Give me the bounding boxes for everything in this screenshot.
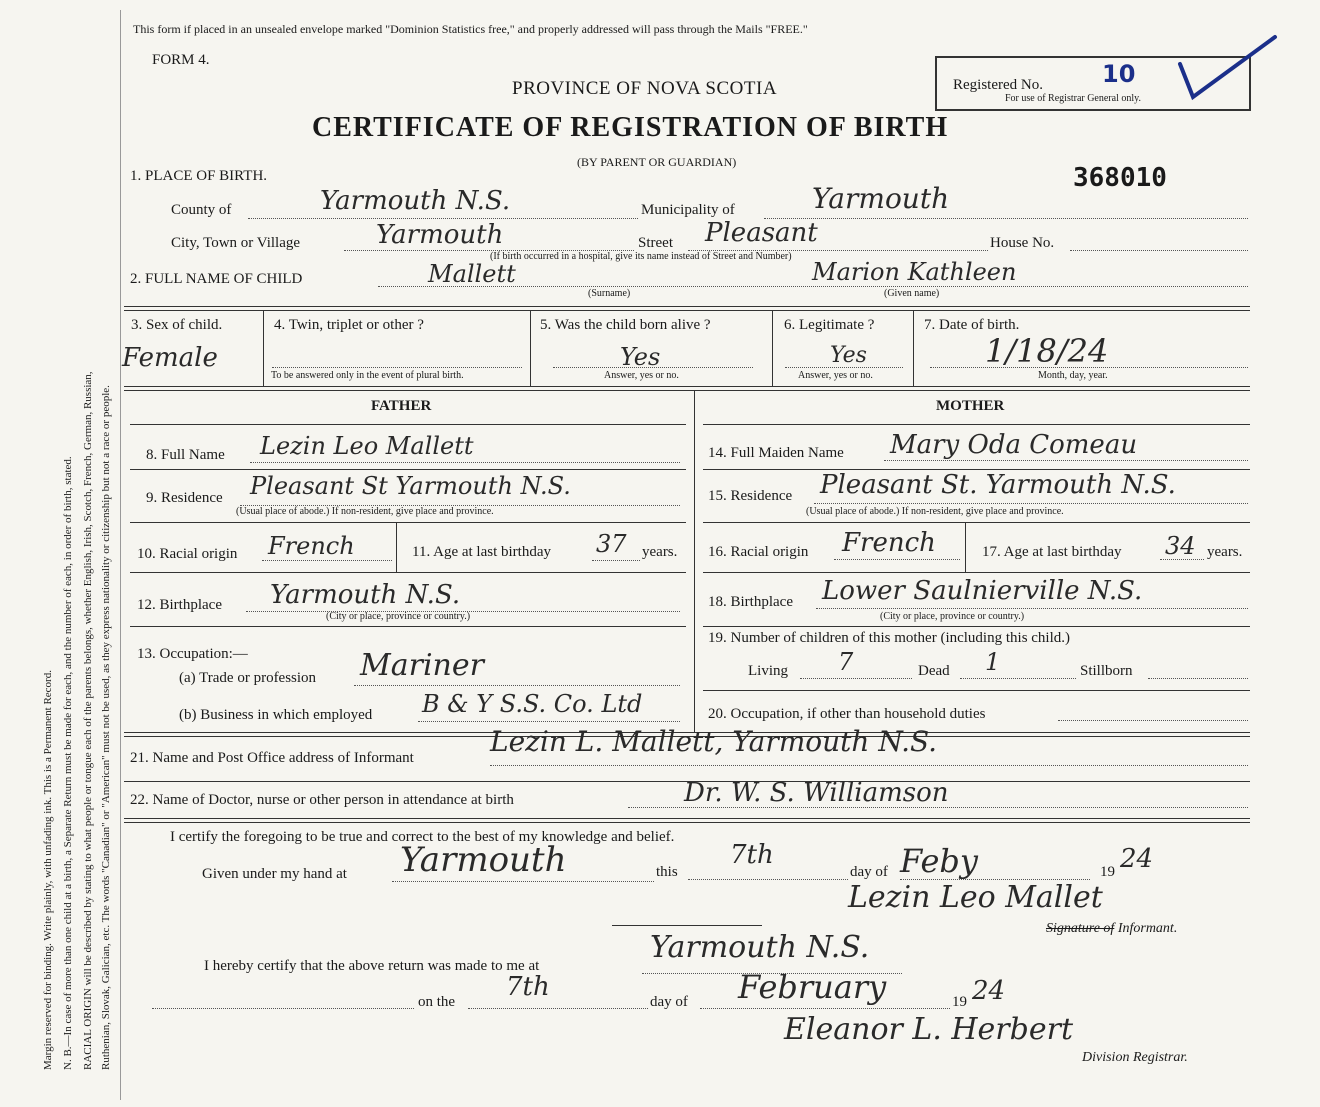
mother-occupation-label: 20. Occupation, if other than household duties [708, 706, 986, 722]
form-number: FORM 4. [152, 52, 210, 68]
registered-label: Registered No. [953, 77, 1043, 93]
registered-value: 10 [1102, 60, 1136, 88]
father-name-label: 8. Full Name [146, 447, 225, 463]
county-value: Yarmouth N.S. [320, 186, 511, 216]
certificate-subtitle: (BY PARENT OR GUARDIAN) [577, 155, 737, 169]
dob-label: 7. Date of birth. [924, 317, 1020, 333]
city-value: Yarmouth [376, 220, 504, 250]
signature-of-struck: Signature of [1046, 921, 1115, 936]
mother-residence-value: Pleasant St. Yarmouth N.S. [820, 470, 1176, 500]
stillborn-label: Stillborn [1080, 663, 1133, 679]
father-heading: FATHER [371, 398, 432, 414]
street-label: Street [638, 235, 673, 251]
mother-birthplace-value: Lower Saulnierville N.S. [822, 576, 1143, 606]
street-value: Pleasant [705, 218, 818, 248]
province-heading: PROVINCE OF NOVA SCOTIA [512, 78, 778, 99]
county-label: County of [171, 202, 232, 218]
father-age-unit: years. [642, 544, 678, 560]
child-surname-value: Mallett [428, 260, 516, 288]
legitimate-label: 6. Legitimate ? [784, 317, 875, 333]
margin-notes [20, 10, 120, 1100]
registrar-day-value: 7th [506, 972, 550, 1002]
this-label: this [656, 864, 678, 880]
given-under-label: Given under my hand at [202, 866, 347, 882]
free-postage-notice: This form if placed in an unsealed envelope marked "Dominion Statistics free," and properly addressed will pass through the Mails "FREE." [133, 22, 808, 36]
mother-heading: MOTHER [936, 398, 1005, 414]
registrar-signature: Eleanor L. Herbert [784, 1012, 1073, 1047]
father-residence-note: (Usual place of abode.) If non-resident, give place and province. [236, 506, 494, 517]
sex-value: Female [122, 343, 218, 373]
father-age-value: 37 [596, 530, 627, 558]
dob-value: 1/18/24 [985, 332, 1109, 370]
father-residence-label: 9. Residence [146, 490, 223, 506]
certify-statement: I certify the foregoing to be true and correct to the best of my knowledge and belief. [170, 829, 675, 845]
margin-note-3: RACIAL ORIGIN will be described by stating to what people or tongue each of the parents belongs, whether English, Irish, Scotch, French, German, Russian, [82, 371, 94, 1070]
margin-note-1: Margin reserved for binding. Write plainly, with unfading ink. This is a Permanent Record. [42, 670, 54, 1070]
mother-age-unit: years. [1207, 544, 1243, 560]
certificate-title: CERTIFICATE OF REGISTRATION OF BIRTH [312, 112, 949, 143]
twin-label: 4. Twin, triplet or other ? [274, 317, 424, 333]
day-of-label: day of [850, 864, 888, 880]
dob-note: Month, day, year. [1038, 370, 1108, 381]
father-birthplace-note: (City or place, province or country.) [326, 611, 471, 622]
margin-note-4: Ruthenian, Slovak, Galician, etc. The words "Canadian" or "American" must not be used, as they express nationality or citizenship but not a race or people. [100, 385, 112, 1070]
municipality-value: Yarmouth [812, 182, 950, 215]
living-value: 7 [838, 648, 854, 676]
registrar-year-prefix: 19 [952, 994, 967, 1010]
mother-name-value: Mary Oda Comeau [890, 430, 1138, 460]
mother-age-label: 17. Age at last birthday [982, 544, 1122, 560]
mother-age-value: 34 [1165, 532, 1196, 560]
business-value: B & Y S.S. Co. Ltd [422, 690, 643, 718]
legitimate-note: Answer, yes or no. [798, 370, 873, 381]
business-label: (b) Business in which employed [179, 707, 373, 723]
hospital-note: (If birth occurred in a hospital, give its name instead of Street and Number) [490, 251, 792, 262]
children-count-label: 19. Number of children of this mother (including this child.) [708, 630, 1071, 646]
sex-label: 3. Sex of child. [131, 317, 223, 333]
dead-label: Dead [918, 663, 950, 679]
signature-of-informant-label [1046, 921, 1177, 937]
mother-name-label: 14. Full Maiden Name [708, 445, 844, 461]
registrar-statement: I hereby certify that the above return was made to me at [204, 958, 540, 974]
margin-note-2: N. B.—In case of more than one child at a birth, a Separate Return must be made for each, and the number of each, in order of birth, stated. [62, 456, 74, 1070]
registrar-month-value: February [738, 968, 887, 1006]
father-residence-value: Pleasant St Yarmouth N.S. [250, 472, 571, 500]
mother-birthplace-note: (City or place, province or country.) [880, 611, 1025, 622]
alive-note: Answer, yes or no. [604, 370, 679, 381]
alive-label: 5. Was the child born alive ? [540, 317, 711, 333]
informant-value: Lezin L. Mallett, Yarmouth N.S. [490, 725, 938, 758]
given-day-value: 7th [730, 840, 774, 870]
father-race-value: French [268, 532, 355, 560]
doctor-label: 22. Name of Doctor, nurse or other person in attendance at birth [130, 792, 514, 808]
given-month-value: Feby [900, 842, 978, 880]
registrar-general-note: For use of Registrar General only. [1005, 93, 1141, 104]
house-number-label: House No. [990, 235, 1055, 251]
checkmark-icon [1175, 32, 1285, 107]
trade-value: Mariner [360, 648, 484, 683]
father-birthplace-value: Yarmouth N.S. [270, 580, 461, 610]
alive-value: Yes [620, 343, 661, 371]
informant-signature: Lezin Leo Mallet [848, 880, 1103, 915]
mother-birthplace-label: 18. Birthplace [708, 594, 793, 610]
father-occupation-label: 13. Occupation:— [137, 646, 248, 662]
father-birthplace-label: 12. Birthplace [137, 597, 222, 613]
registrar-year-value: 24 [972, 976, 1006, 1006]
place-of-birth-heading: 1. PLACE OF BIRTH. [130, 168, 268, 184]
mother-race-value: French [842, 528, 936, 558]
child-given-name-value: Marion Kathleen [812, 258, 1017, 286]
child-name-label: 2. FULL NAME OF CHILD [130, 271, 303, 287]
doctor-value: Dr. W. S. Williamson [684, 778, 949, 808]
mother-residence-label: 15. Residence [708, 488, 793, 504]
municipality-label: Municipality of [641, 202, 735, 218]
given-place-value: Yarmouth [400, 840, 567, 880]
informant-label: 21. Name and Post Office address of Informant [130, 750, 414, 766]
dead-value: 1 [985, 648, 1001, 676]
mother-residence-note: (Usual place of abode.) If non-resident, give place and province. [806, 506, 1064, 517]
on-the-label: on the [418, 994, 456, 1010]
trade-label: (a) Trade or profession [179, 670, 317, 686]
registrar-day-of-label: day of [650, 994, 688, 1010]
given-name-note: (Given name) [884, 288, 940, 299]
margin-divider [120, 10, 121, 1100]
mother-race-label: 16. Racial origin [708, 544, 809, 560]
registrar-place-value: Yarmouth N.S. [650, 930, 870, 965]
division-registrar-label: Division Registrar. [1082, 1050, 1188, 1065]
legitimate-value: Yes [830, 343, 867, 368]
certificate-serial-number: 368010 [1073, 163, 1167, 193]
given-year-value: 24 [1120, 844, 1154, 874]
city-label: City, Town or Village [171, 235, 301, 251]
given-year-prefix: 19 [1100, 864, 1115, 880]
father-race-label: 10. Racial origin [137, 546, 238, 562]
twin-note: To be answered only in the event of plural birth. [271, 370, 464, 381]
living-label: Living [748, 663, 788, 679]
father-name-value: Lezin Leo Mallett [260, 432, 474, 460]
informant-caption: Informant. [1117, 921, 1178, 936]
surname-note: (Surname) [588, 288, 631, 299]
father-age-label: 11. Age at last birthday [412, 544, 551, 560]
